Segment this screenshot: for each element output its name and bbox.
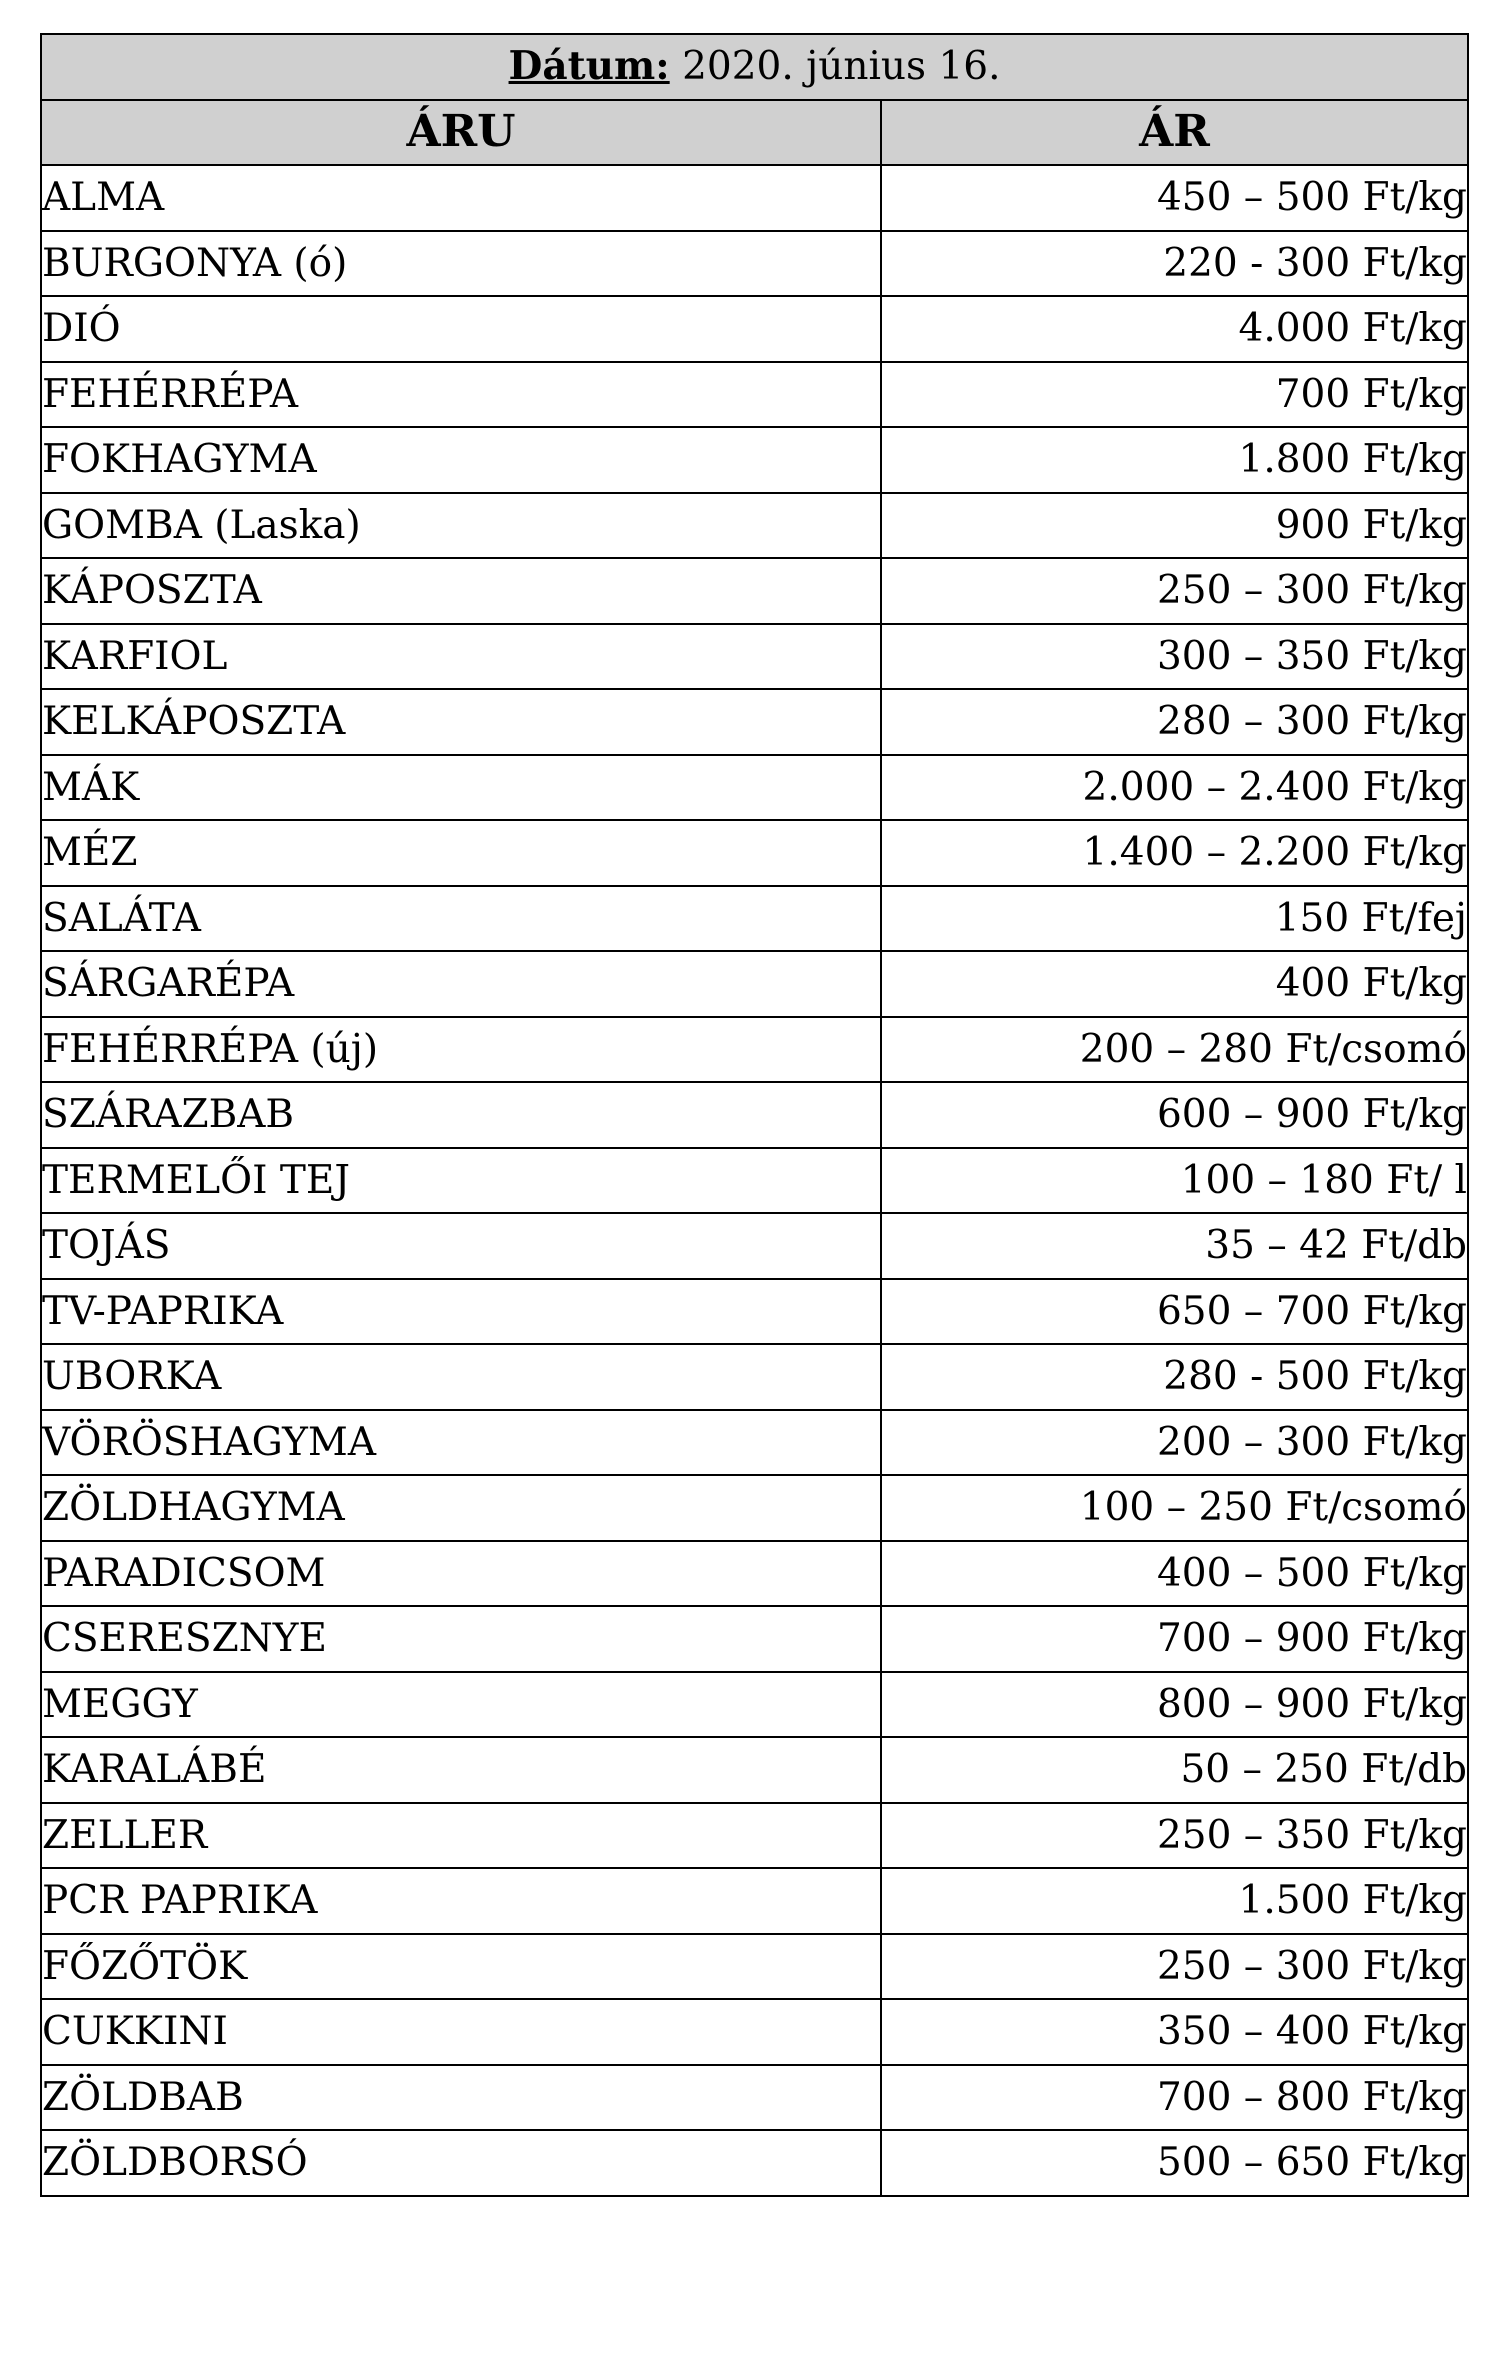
table-row (41, 1672, 1468, 1738)
item-name: TERMELŐI TEJ (41, 1148, 881, 1214)
table-row (41, 1148, 1468, 1214)
item-price: 4.000 Ft/kg (881, 296, 1468, 362)
table-row (41, 624, 1468, 690)
item-price: 200 – 300 Ft/kg (881, 1410, 1468, 1476)
table-row (41, 296, 1468, 362)
item-name: FŐZŐTÖK (41, 1934, 881, 2000)
item-price: 250 – 300 Ft/kg (881, 1934, 1468, 2000)
item-name: MÁK (41, 755, 881, 821)
item-name: VÖRÖSHAGYMA (41, 1410, 881, 1476)
table-row (41, 1213, 1468, 1279)
item-price: 220 - 300 Ft/kg (881, 231, 1468, 297)
item-price: 280 - 500 Ft/kg (881, 1344, 1468, 1410)
item-price: 600 – 900 Ft/kg (881, 1082, 1468, 1148)
date-row (41, 34, 1468, 100)
table-row (41, 231, 1468, 297)
item-price: 200 – 280 Ft/csomó (881, 1017, 1468, 1083)
item-price: 650 – 700 Ft/kg (881, 1279, 1468, 1345)
item-price: 800 – 900 Ft/kg (881, 1672, 1468, 1738)
item-price: 280 – 300 Ft/kg (881, 689, 1468, 755)
table-row (41, 1606, 1468, 1672)
item-name: ZÖLDBAB (41, 2065, 881, 2131)
table-row (41, 755, 1468, 821)
item-name: SZÁRAZBAB (41, 1082, 881, 1148)
table-row (41, 1279, 1468, 1345)
item-price: 700 – 800 Ft/kg (881, 2065, 1468, 2131)
item-price: 350 – 400 Ft/kg (881, 1999, 1468, 2065)
table-row (41, 362, 1468, 428)
item-price: 700 – 900 Ft/kg (881, 1606, 1468, 1672)
item-name: CSERESZNYE (41, 1606, 881, 1672)
table-row (41, 1017, 1468, 1083)
item-name: SALÁTA (41, 886, 881, 952)
item-name: ZÖLDBORSÓ (41, 2130, 881, 2196)
header-row (41, 100, 1468, 166)
table-row (41, 493, 1468, 559)
price-table (40, 33, 1469, 2197)
item-name: GOMBA (Laska) (41, 493, 881, 559)
item-name: TOJÁS (41, 1213, 881, 1279)
item-name: KELKÁPOSZTA (41, 689, 881, 755)
item-name: MÉZ (41, 820, 881, 886)
item-price: 50 – 250 Ft/db (881, 1737, 1468, 1803)
item-name: DIÓ (41, 296, 881, 362)
item-name: BURGONYA (ó) (41, 231, 881, 297)
item-name: SÁRGARÉPA (41, 951, 881, 1017)
item-price: 100 – 180 Ft/ l (881, 1148, 1468, 1214)
table-row (41, 689, 1468, 755)
item-name: KÁPOSZTA (41, 558, 881, 624)
item-name: UBORKA (41, 1344, 881, 1410)
date-cell (41, 34, 1468, 100)
header-price: ÁR (881, 100, 1468, 166)
table-row (41, 820, 1468, 886)
table-row (41, 1344, 1468, 1410)
item-name: TV-PAPRIKA (41, 1279, 881, 1345)
item-price: 1.400 – 2.200 Ft/kg (881, 820, 1468, 886)
table-row (41, 951, 1468, 1017)
item-price: 1.800 Ft/kg (881, 427, 1468, 493)
table-row (41, 886, 1468, 952)
item-name: FEHÉRRÉPA (új) (41, 1017, 881, 1083)
table-row (41, 1803, 1468, 1869)
table-row (41, 1934, 1468, 2000)
item-price: 700 Ft/kg (881, 362, 1468, 428)
item-price: 400 Ft/kg (881, 951, 1468, 1017)
table-row (41, 427, 1468, 493)
table-row (41, 1410, 1468, 1476)
item-price: 150 Ft/fej (881, 886, 1468, 952)
item-price: 250 – 300 Ft/kg (881, 558, 1468, 624)
item-name: ALMA (41, 165, 881, 231)
item-name: ZELLER (41, 1803, 881, 1869)
table-row (41, 2065, 1468, 2131)
item-name: CUKKINI (41, 1999, 881, 2065)
table-row (41, 1541, 1468, 1607)
table-row (41, 2130, 1468, 2196)
table-row (41, 1737, 1468, 1803)
table-row (41, 558, 1468, 624)
header-item: ÁRU (41, 100, 881, 166)
item-name: KARALÁBÉ (41, 1737, 881, 1803)
item-name: FEHÉRRÉPA (41, 362, 881, 428)
table-row (41, 1868, 1468, 1934)
item-name: MEGGY (41, 1672, 881, 1738)
item-price: 1.500 Ft/kg (881, 1868, 1468, 1934)
table-row (41, 1999, 1468, 2065)
table-row (41, 165, 1468, 231)
item-name: KARFIOL (41, 624, 881, 690)
table-body (41, 165, 1468, 2196)
item-name: FOKHAGYMA (41, 427, 881, 493)
item-name: PARADICSOM (41, 1541, 881, 1607)
table-row (41, 1082, 1468, 1148)
item-price: 35 – 42 Ft/db (881, 1213, 1468, 1279)
item-price: 300 – 350 Ft/kg (881, 624, 1468, 690)
item-name: ZÖLDHAGYMA (41, 1475, 881, 1541)
item-price: 500 – 650 Ft/kg (881, 2130, 1468, 2196)
item-price: 100 – 250 Ft/csomó (881, 1475, 1468, 1541)
date-value: 2020. június 16. (669, 44, 1001, 90)
item-price: 2.000 – 2.400 Ft/kg (881, 755, 1468, 821)
table-row (41, 1475, 1468, 1541)
date-label: Dátum: (508, 43, 670, 90)
item-price: 900 Ft/kg (881, 493, 1468, 559)
item-name: PCR PAPRIKA (41, 1868, 881, 1934)
item-price: 400 – 500 Ft/kg (881, 1541, 1468, 1607)
item-price: 250 – 350 Ft/kg (881, 1803, 1468, 1869)
item-price: 450 – 500 Ft/kg (881, 165, 1468, 231)
